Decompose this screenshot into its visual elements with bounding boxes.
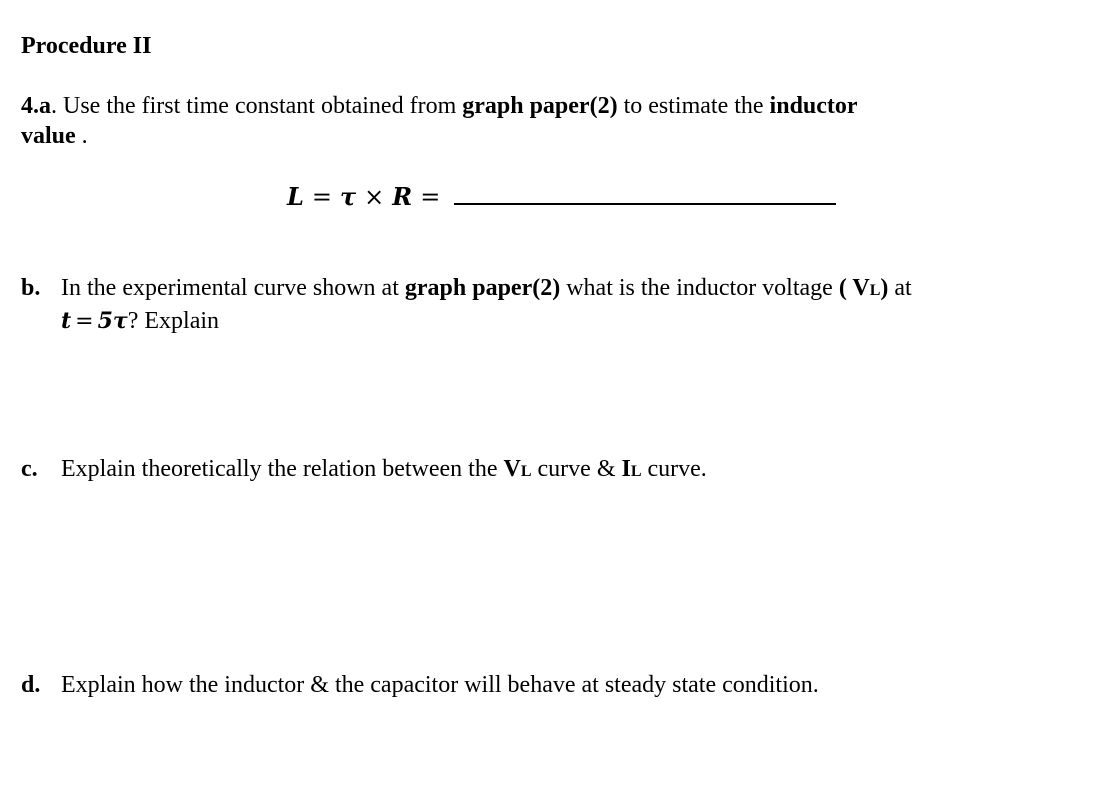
formula-equals-2: = — [420, 183, 441, 211]
question-c-text-3: curve. — [641, 456, 707, 482]
il-symbol: IL — [621, 456, 642, 482]
question-4a-text-1: . Use the first time constant obtained from — [51, 93, 463, 119]
question-b-text-3: at — [888, 275, 912, 301]
formula-var-R: R — [392, 182, 413, 211]
question-b-text-1: In the experimental curve shown at — [61, 275, 405, 301]
question-4a-text-2: to estimate the — [617, 93, 770, 119]
formula-tau: τ — [339, 182, 357, 211]
question-d-marker: d. — [21, 672, 41, 698]
vl-symbol: VL — [503, 456, 532, 482]
formula-times: × — [364, 183, 385, 211]
question-4a-target-2: value — [21, 123, 76, 149]
question-4a-end: . — [75, 123, 88, 149]
question-c-text-2: curve & — [531, 456, 622, 482]
question-b-text-4: ? Explain — [127, 308, 220, 334]
graph-paper-reference: graph paper(2) — [462, 93, 618, 119]
question-c-text-1: Explain theoretically the relation between the — [61, 456, 504, 482]
question-c-marker: c. — [21, 456, 38, 482]
answer-blank-line[interactable] — [454, 183, 836, 205]
time-condition: t = 5τ — [61, 308, 128, 334]
question-b — [21, 273, 1091, 337]
formula-var-L: L — [287, 182, 304, 211]
inductor-voltage-symbol: ( VL) — [838, 275, 889, 301]
inductor-formula — [287, 182, 836, 211]
question-4a-number: 4.a — [21, 93, 51, 119]
question-c-body — [61, 454, 1091, 487]
question-b-text-2: what is the inductor voltage — [560, 275, 839, 301]
question-4a — [21, 91, 1081, 151]
question-b-marker: b. — [21, 275, 41, 301]
question-b-graph-ref: graph paper(2) — [404, 275, 561, 301]
question-d — [21, 670, 1091, 700]
formula-equals-1: = — [311, 183, 332, 211]
question-b-body — [61, 273, 1091, 337]
section-heading: Procedure II — [21, 33, 152, 59]
question-d-text: Explain how the inductor & the capacitor will behave at steady state condition. — [61, 672, 819, 698]
question-c — [21, 454, 1091, 487]
question-4a-target-1: inductor — [769, 93, 858, 119]
